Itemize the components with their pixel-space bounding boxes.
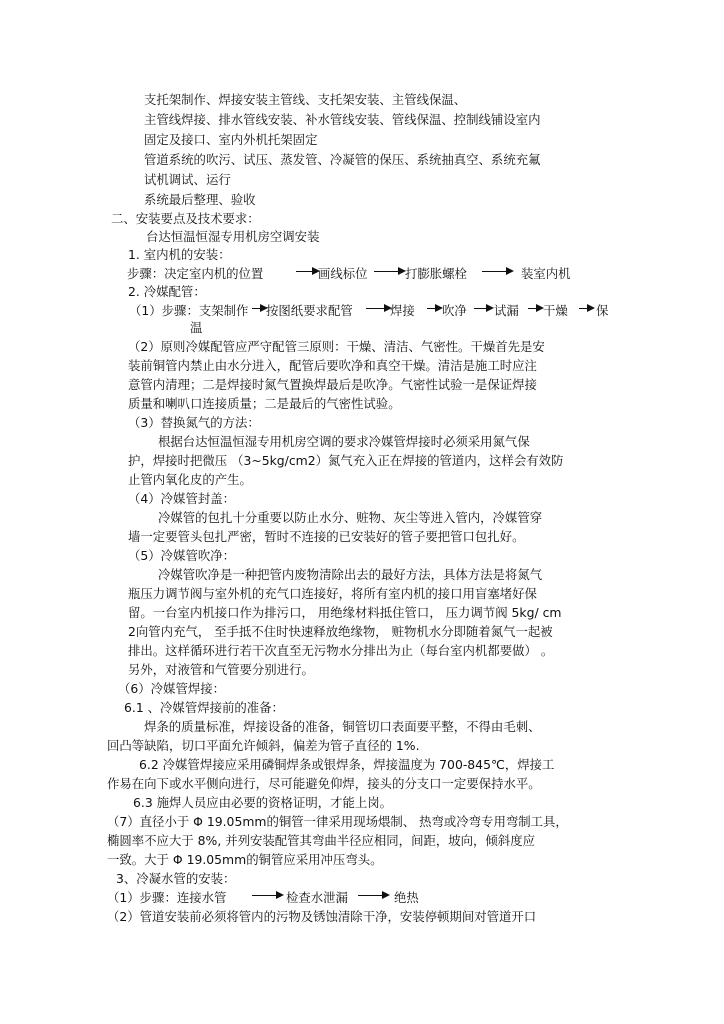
item-heading: （3）替换氮气的方法： [128,415,260,430]
text-line: 墙一定要管头包扎严密，暂时不连接的已安装好的管子要把管口包扎好。 [128,529,525,544]
flow-step: 焊接 [390,303,415,318]
text-line: 2向管内充气， 至手抵不住时快速释放绝缘物， 赃物机水分即随着氮气一起被 [128,624,553,639]
text-line: 装前铜管内禁止由水分进入，配管后要吹净和真空干燥。清洁是施工时应注 [128,358,537,373]
text-line: 意管内清理；二是焊接时氮气置换焊最后是吹净。气密性试验一是保证焊接 [128,377,537,392]
text-line: 护，焊接时把微压 （3~5kg/cm2）氮气充入正在焊接的管道内，这样会有效防 [128,453,564,468]
arrow-icon [358,895,388,896]
text-line: （2）原则冷媒配管应严守配管三原则：干燥、清洁、气密性。干燥首先是安 [128,339,545,354]
arrow-icon [252,895,282,896]
arrow-icon [579,308,593,309]
text-line: 主管线焊接、排水管线安装、补水管线安装、管线保温、控制线铺设室内 [144,112,541,127]
arrow-icon [366,308,390,309]
item-heading: （6）冷媒管焊接： [118,681,226,696]
text-line: 止管内氧化皮的产生。 [128,472,252,487]
flow-step: 干燥 [543,303,568,318]
text-line: 另外，对液管和气管要分别进行。 [128,662,314,677]
text-line: 质量和喇叭口连接质量；二是最后的气密性试验。 [128,396,401,411]
text-line: 固定及接口、室内外机托架固定 [144,132,318,147]
text-line: 椭圆率不应大于 8%, 并列安装配管其弯曲半径应相同，间距，坡向，倾斜度应 [107,833,535,848]
text-line: 回凸等缺陷，切口平面允许倾斜，偏差为管子直径的 1%. [107,738,420,753]
item-heading: 3、冷凝水管的安装： [116,871,236,886]
text-line: 作易在向下或水平侧向进行，尽可能避免仰焊，接头的分支口一定要保持水平。 [107,776,541,791]
text-line: 焊条的质量标准，焊接设备的准备，铜管切口表面要平整，不得由毛刺、 [144,719,541,734]
arrow-icon [482,271,512,272]
item-heading: 6.1 、冷媒管焊接前的准备： [124,700,284,715]
flow-step: （1）步骤：支架制作 [129,303,249,318]
text-line: 温 [190,320,203,335]
flow-step: 步骤：决定室内机的位置 [127,266,264,281]
item-heading: 1. 室内机的安装： [128,247,231,262]
text-line: 系统最后整理、验收 [144,192,256,207]
arrow-icon [296,271,318,272]
flow-step: 打膨胀螺栓 [405,266,467,281]
arrow-icon [528,308,542,309]
item-heading: （4）冷媒管封盖： [128,491,236,506]
text-line: 6.3 施焊人员应由必要的资格证明，才能上岗。 [133,795,393,810]
text-line: 一致。大于 Φ 19.05mm的铜管应采用冲压弯头。 [107,852,383,867]
section-heading: 二、安装要点及技术要求： [111,211,260,226]
text-line: 瓶压力调节阀与室外机的充气口连接好，将所有室内机的接口用盲塞堵好保 [128,586,537,601]
text-line: 留。一台室内机接口作为排污口， 用绝缘材料抵住管口， 压力调节阀 5kg/ cm [128,605,562,620]
flow-step: 吹净 [442,303,467,318]
text-line: 6.2 冷媒管焊接应采用磷铜焊条或银焊条，焊接温度为 700-845℃，焊接工 [139,757,555,772]
text-line: 排出。这样循环进行若干次直至无污物水分排出为止（每台室内机都要做） 。 [128,643,554,658]
flow-step: 保 [596,303,609,318]
text-line: （2）管道安装前必须将管内的污物及锈蚀清除干净，安装停顿期间对管道开口 [107,909,537,924]
flow-step: 试漏 [494,303,519,318]
flow-step: 画线标位 [318,266,368,281]
flow-step: 绝热 [394,890,419,905]
text-line: 根据台达恒温恒湿专用机房空调的要求冷媒管焊接时必须采用氮气保 [158,434,530,449]
item-heading: （5）冷媒管吹净： [128,548,236,563]
text-line: 管道系统的吹污、试压、蒸发管、冷凝管的保压、系统抽真空、系统充氟 [144,152,541,167]
arrow-icon [427,308,441,309]
flow-step: （1）步骤：连接水管 [107,890,227,905]
arrow-icon [252,308,266,309]
text-line: 冷媒管吹净是一种把管内废物清除出去的最好方法，具体方法是将氮气 [158,567,543,582]
subsection-heading: 台达恒温恒湿专用机房空调安装 [146,229,320,244]
arrow-icon [474,308,492,309]
item-heading: 2. 冷媒配管： [128,284,206,299]
flow-step: 检查水泄漏 [286,890,348,905]
arrow-icon [374,271,404,272]
flow-step: 装室内机 [521,266,571,281]
text-line: 支托架制作、焊接安装主管线、支托架安装、主管线保温、 [144,92,467,107]
text-line: 冷媒管的包扎十分重要以防止水分、赃物、灰尘等进入管内，冷媒管穿 [158,510,543,525]
flow-step: 按图纸要求配管 [266,303,353,318]
text-line: 试机调试、运行 [144,172,231,187]
text-line: （7）直径小于 Φ 19.05mm的铜管一律采用现场煨制、 热弯或冷弯专用弯制工具， [107,814,568,829]
